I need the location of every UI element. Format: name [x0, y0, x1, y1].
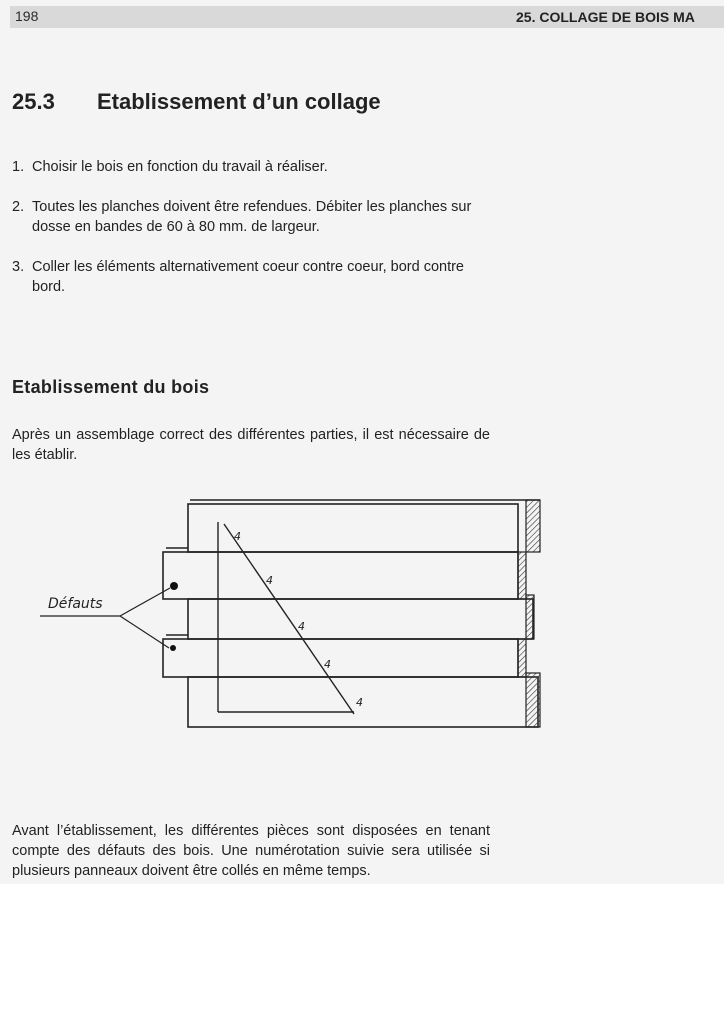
closing-paragraph: Avant l’établissement, les différentes pièces sont disposées en tenant compte des défauts des bois. Une numérotation suivie sera utilisée si plusieurs panneaux doivent être collés en même temps.	[12, 823, 490, 879]
board-mark: 4	[234, 530, 241, 543]
defect-knot	[170, 645, 176, 651]
step-text: Toutes les planches doivent être refendues. Débiter les planches sur dosse en bandes de 60 à 80 mm. de largeur.	[32, 199, 472, 235]
end-grain-hatching	[518, 500, 540, 727]
defect-knot	[170, 582, 178, 590]
defects-label: Défauts	[48, 596, 103, 612]
step-number: 3.	[12, 259, 25, 275]
subsection-title: Etablissement du bois	[12, 377, 210, 397]
intro-paragraph: Après un assemblage correct des différentes parties, il est nécessaire de les établir.	[12, 427, 490, 463]
step-item	[12, 197, 490, 237]
board	[188, 677, 538, 727]
chapter-title: 25. COLLAGE DE BOIS MA	[516, 9, 695, 25]
board	[188, 599, 533, 639]
step-item	[12, 157, 490, 177]
board	[163, 639, 518, 677]
step-number: 1.	[12, 159, 25, 175]
reference-triangle	[218, 522, 354, 714]
step-text: Coller les éléments alternativement coeur contre coeur, bord contre bord.	[32, 259, 464, 295]
board	[163, 552, 518, 599]
section-title: Etablissement d’un collage	[97, 89, 381, 114]
step-number: 2.	[12, 199, 25, 215]
steps-list	[12, 157, 490, 297]
step-item	[12, 257, 490, 297]
board-stack	[163, 500, 540, 727]
board-mark: 4	[324, 658, 331, 671]
board-mark: 4	[356, 696, 363, 709]
glued-boards-diagram	[38, 492, 548, 742]
page-number: 198	[15, 8, 39, 24]
section-number: 25.3	[12, 89, 55, 114]
board-mark: 4	[298, 620, 305, 633]
step-text: Choisir le bois en fonction du travail à réaliser.	[32, 159, 328, 175]
board-mark: 4	[266, 574, 273, 587]
defect-knots	[170, 582, 178, 651]
